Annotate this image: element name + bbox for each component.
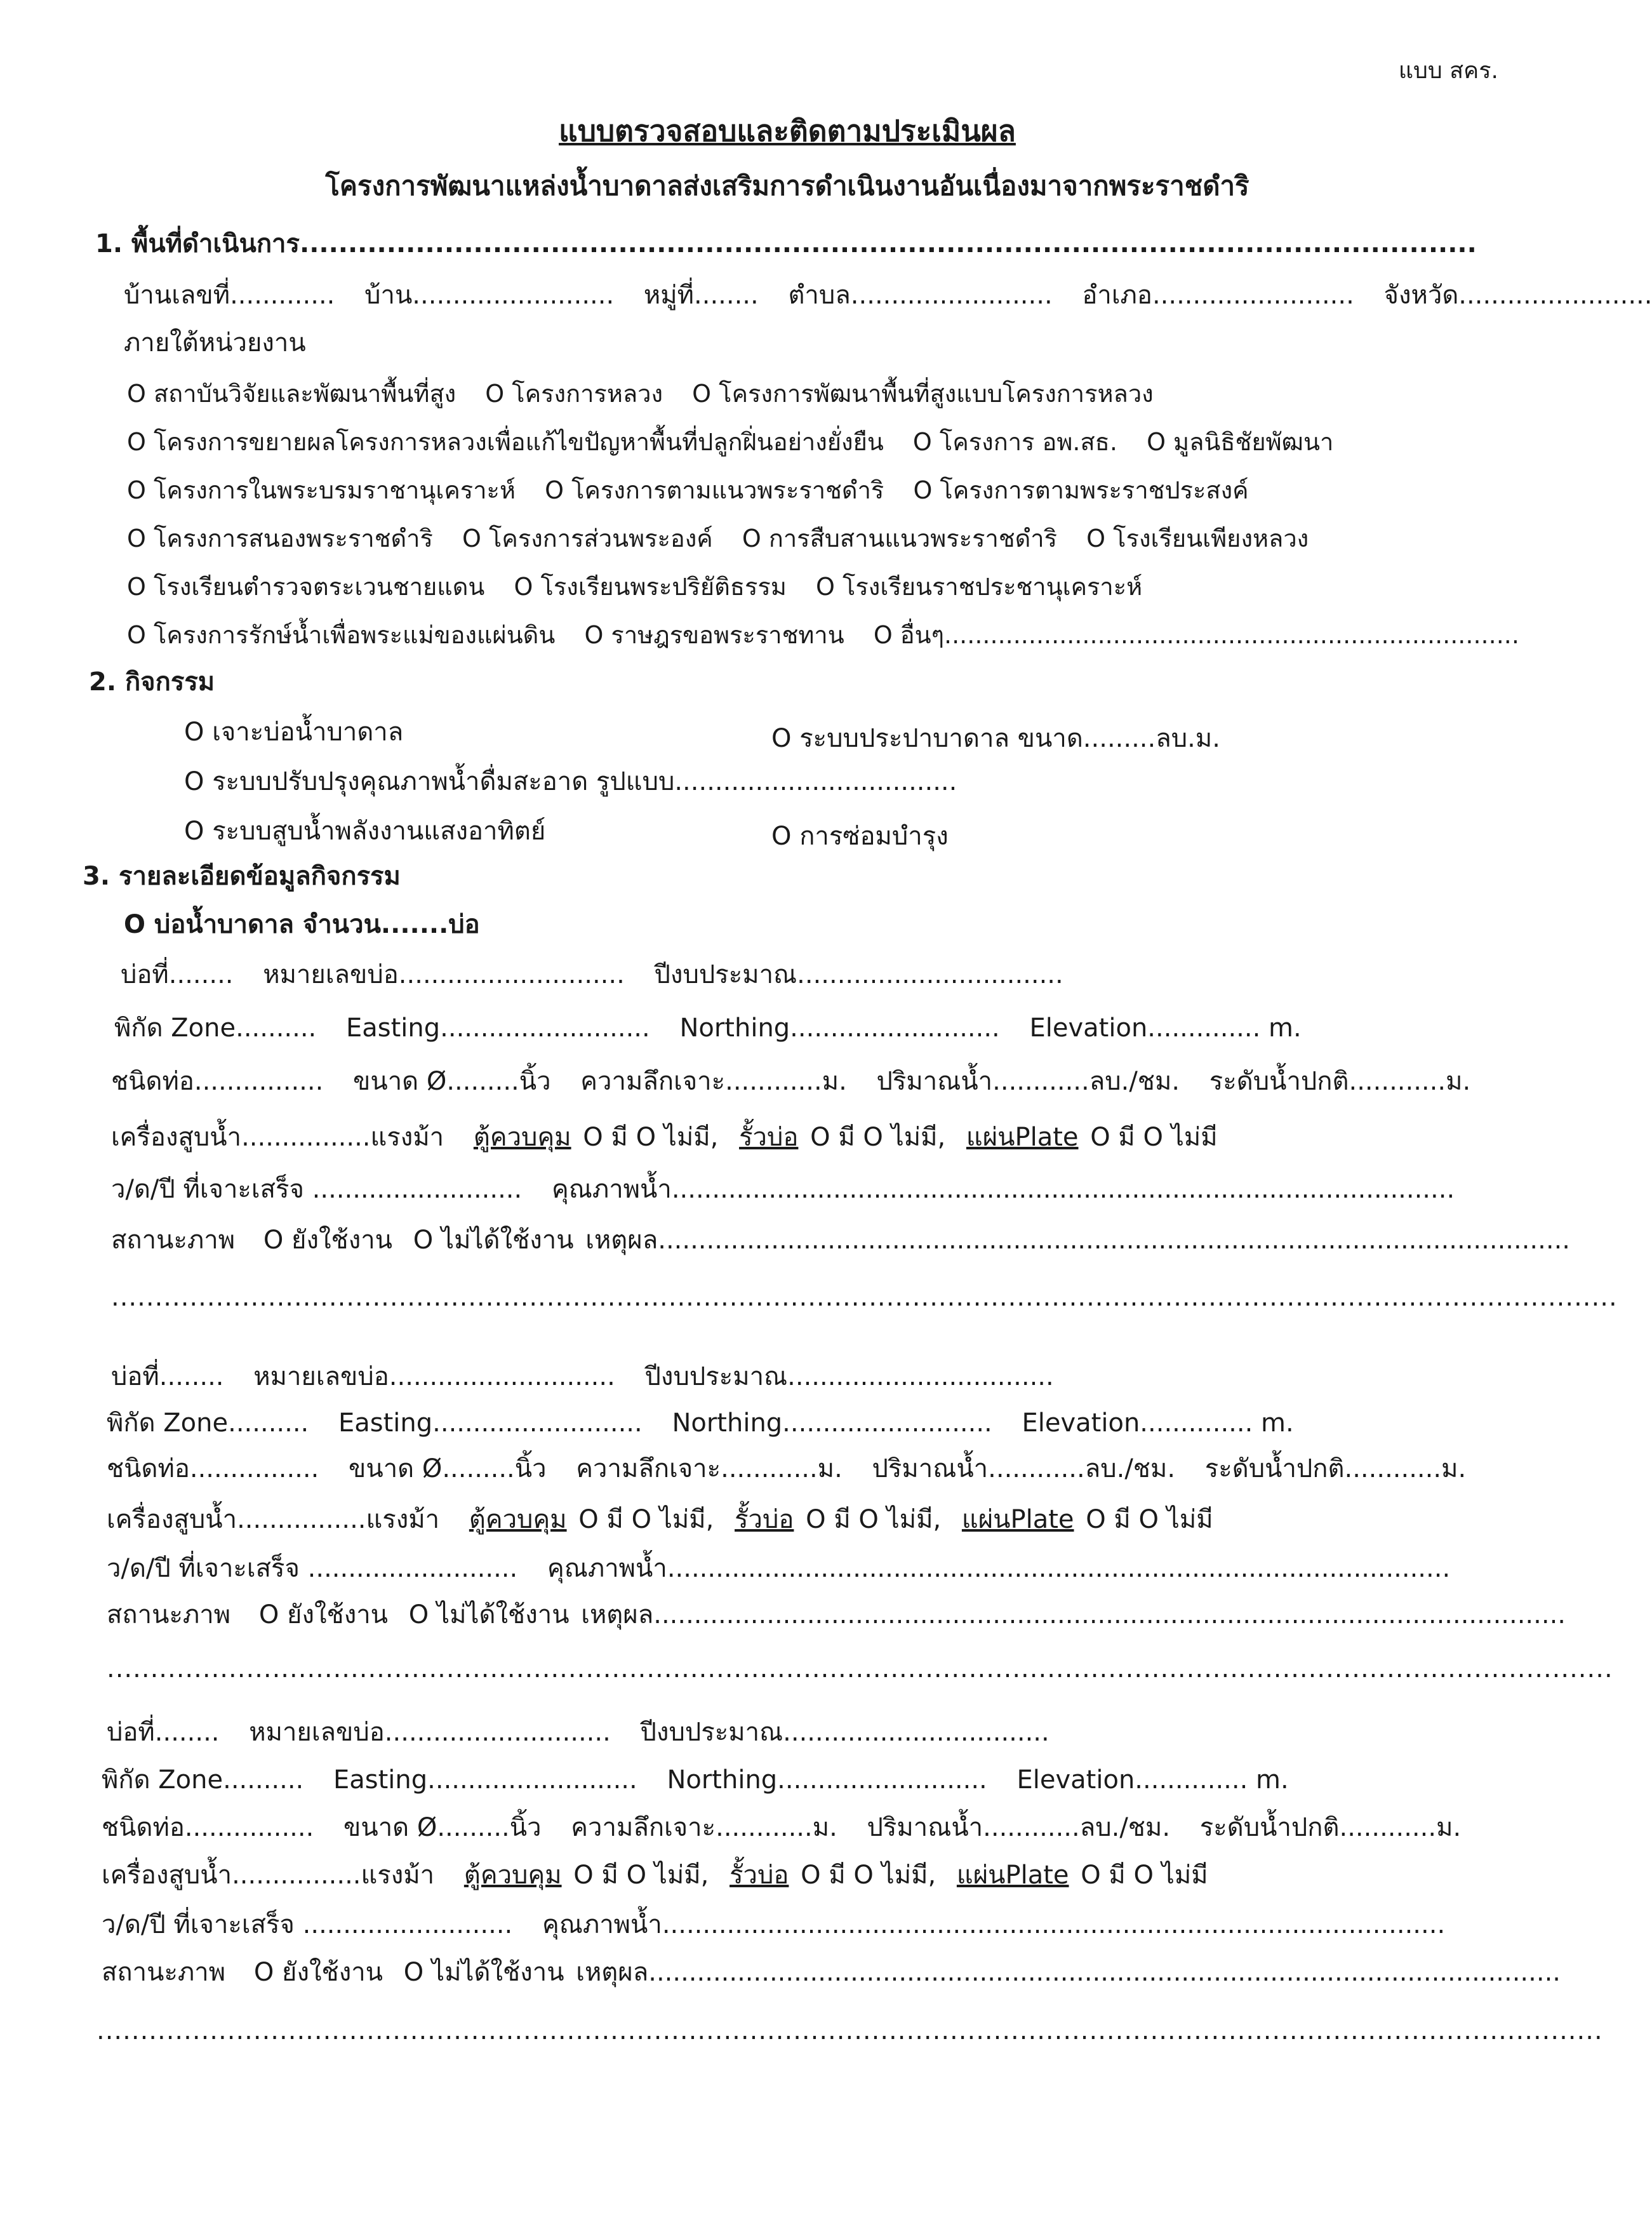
- pipe-size-field[interactable]: ขนาด Ø.........นิ้ว: [349, 1454, 547, 1483]
- well-row-specs: [107, 1451, 1466, 1487]
- well-fence-label: รั้วบ่อ: [735, 1505, 794, 1534]
- completion-date-field[interactable]: ว/ด/ปี ที่เจาะเสร็จ ..........................: [107, 1554, 518, 1583]
- well-row-specs: [111, 1064, 1470, 1099]
- agency-option[interactable]: O โครงการขยายผลโครงการหลวงเพื่อแก้ไขปัญหาพื้นที่ปลูกฝิ่นอย่างยั่งยืน: [127, 428, 884, 456]
- completion-date-field[interactable]: ว/ด/ปี ที่เจาะเสร็จ ..........................: [102, 1910, 513, 1939]
- completion-date-field[interactable]: ว/ด/ปี ที่เจาะเสร็จ ..........................: [111, 1175, 523, 1204]
- agency-option[interactable]: O โครงการตามแนวพระราชดำริ: [545, 476, 884, 504]
- status-in-use-radio[interactable]: O ยังใช้งาน: [258, 1600, 389, 1629]
- easting-field[interactable]: Easting..........................: [345, 1013, 650, 1043]
- well-row-coordinates: [107, 1405, 1294, 1441]
- section2-heading: 2. กิจกรรม: [89, 667, 215, 697]
- drill-depth-field[interactable]: ความลึกเจาะ............ม.: [571, 1813, 837, 1842]
- well-fence-radio[interactable]: O มี O ไม่มี,: [806, 1505, 942, 1534]
- well-number-field[interactable]: บ่อที่........: [121, 960, 234, 989]
- reason-field[interactable]: เหตุผล.................................................................................................................: [576, 1958, 1561, 1987]
- agency-option[interactable]: O โครงการตามพระราชประสงค์: [913, 476, 1249, 504]
- activity-pipe-option[interactable]: O ระบบประปาบาดาล ขนาด.........ลบ.ม.: [771, 724, 1220, 753]
- well-code-field[interactable]: หมายเลขบ่อ............................: [253, 1362, 615, 1391]
- moo-field[interactable]: หมู่ที่........: [643, 281, 759, 310]
- reason-field[interactable]: เหตุผล.................................................................................................................: [581, 1600, 1566, 1629]
- reason-field[interactable]: เหตุผล.................................................................................................................: [585, 1226, 1571, 1255]
- plate-radio[interactable]: O มี O ไม่มี: [1090, 1123, 1218, 1152]
- form-title: แบบตรวจสอบและติดตามประเมินผล: [559, 114, 1016, 148]
- well-row-id: [121, 957, 1063, 993]
- well-code-field[interactable]: หมายเลขบ่อ............................: [249, 1718, 611, 1747]
- pipe-type-field[interactable]: ชนิดท่อ................: [111, 1067, 324, 1096]
- agency-row: [127, 424, 1333, 460]
- zone-field[interactable]: พิกัด Zone..........: [102, 1765, 304, 1795]
- control-box-radio[interactable]: O มี O ไม่มี,: [578, 1505, 714, 1534]
- plate-label: แผ่นPlate: [961, 1505, 1074, 1534]
- northing-field[interactable]: Northing..........................: [679, 1013, 1000, 1043]
- well-number-field[interactable]: บ่อที่........: [107, 1718, 220, 1747]
- status-label: สถานะภาพ: [107, 1600, 231, 1629]
- agency-option[interactable]: O โครงการรักษ์น้ำเพื่อพระแม่ของแผ่นดิน: [127, 621, 556, 649]
- control-box-radio[interactable]: O มี O ไม่มี,: [573, 1861, 709, 1890]
- section1-heading: 1. พื้นที่ดำเนินการ..........................................................................................................................: [95, 229, 1477, 258]
- pump-hp-field[interactable]: เครื่องสูบน้ำ................แรงม้า: [107, 1505, 440, 1534]
- static-water-level-field[interactable]: ระดับน้ำปกติ............ม.: [1199, 1813, 1462, 1842]
- agency-option[interactable]: O โรงเรียนตำรวจตระเวนชายแดน: [127, 573, 485, 601]
- status-not-in-use-radio[interactable]: O ไม่ได้ใช้งาน: [408, 1600, 570, 1629]
- well-row-equipment: [102, 1857, 1208, 1893]
- activity-purify-option[interactable]: O ระบบปรับปรุงคุณภาพน้ำดื่มสะอาด รูปแบบ...................................: [184, 767, 957, 796]
- subdistrict-field[interactable]: ตำบล.........................: [788, 281, 1053, 310]
- activity-drill-option[interactable]: O เจาะบ่อน้ำบาดาล: [184, 718, 404, 747]
- plate-radio[interactable]: O มี O ไม่มี: [1081, 1861, 1208, 1890]
- status-label: สถานะภาพ: [102, 1958, 226, 1987]
- well-row-coordinates: [114, 1010, 1302, 1046]
- zone-field[interactable]: พิกัด Zone..........: [114, 1013, 317, 1043]
- northing-field[interactable]: Northing..........................: [667, 1765, 987, 1795]
- agency-row: [127, 617, 1519, 653]
- well-row-status: [107, 1597, 1566, 1633]
- water-quality-field[interactable]: คุณภาพน้ำ.................................................................................................: [542, 1910, 1446, 1939]
- status-label: สถานะภาพ: [111, 1226, 236, 1255]
- status-not-in-use-radio[interactable]: O ไม่ได้ใช้งาน: [413, 1226, 574, 1255]
- well-fence-label: รั้วบ่อ: [729, 1861, 789, 1890]
- agency-option[interactable]: O ราษฎรขอพระราชทาน: [584, 621, 844, 649]
- drill-depth-field[interactable]: ความลึกเจาะ............ม.: [576, 1454, 843, 1483]
- well-code-field[interactable]: หมายเลขบ่อ............................: [263, 960, 625, 989]
- water-quality-field[interactable]: คุณภาพน้ำ.................................................................................................: [547, 1554, 1451, 1583]
- well-fence-radio[interactable]: O มี O ไม่มี,: [810, 1123, 946, 1152]
- agency-option[interactable]: O โครงการพัฒนาพื้นที่สูงแบบโครงการหลวง: [692, 380, 1154, 408]
- well-number-field[interactable]: บ่อที่........: [111, 1362, 224, 1391]
- agency-option[interactable]: O โรงเรียนพระปริยัติธรรม: [514, 573, 787, 601]
- water-yield-field[interactable]: ปริมาณน้ำ............ลบ./ชม.: [876, 1067, 1180, 1096]
- well-row-equipment: [111, 1120, 1218, 1155]
- water-quality-field[interactable]: คุณภาพน้ำ.................................................................................................: [551, 1175, 1455, 1204]
- well-row-status: [111, 1222, 1570, 1258]
- activity-solar-option[interactable]: O ระบบสูบน้ำพลังงานแสงอาทิตย์: [184, 817, 546, 846]
- village-field[interactable]: บ้าน.........................: [364, 281, 615, 310]
- well-row-id: [107, 1715, 1049, 1750]
- static-water-level-field[interactable]: ระดับน้ำปกติ............ม.: [1209, 1067, 1471, 1096]
- agency-option[interactable]: O โครงการ อพ.สธ.: [912, 428, 1117, 456]
- agency-option[interactable]: O โครงการหลวง: [485, 380, 663, 408]
- zone-field[interactable]: พิกัด Zone..........: [107, 1408, 309, 1438]
- agency-option[interactable]: O โครงการในพระบรมราชานุเคราะห์: [127, 476, 516, 504]
- status-in-use-radio[interactable]: O ยังใช้งาน: [263, 1226, 393, 1255]
- plate-label: แผ่นPlate: [966, 1123, 1079, 1152]
- notes-line[interactable]: .............................................................................................................................................................................: [97, 2016, 1603, 2045]
- activity-repair-option[interactable]: O การซ่อมบำรุง: [771, 822, 949, 851]
- well-row-completion: [107, 1551, 1450, 1586]
- agency-option[interactable]: O โครงการสนองพระราชดำริ: [127, 525, 433, 552]
- well-row-completion: [111, 1172, 1455, 1207]
- province-field[interactable]: จังหวัด........................: [1383, 281, 1652, 310]
- agency-option[interactable]: O โรงเรียนราชประชานุเคราะห์: [816, 573, 1143, 601]
- well-row-status: [102, 1955, 1561, 1990]
- static-water-level-field[interactable]: ระดับน้ำปกติ............ม.: [1204, 1454, 1467, 1483]
- pipe-type-field[interactable]: ชนิดท่อ................: [102, 1813, 314, 1842]
- house-number-field[interactable]: บ้านเลขที่.............: [124, 281, 335, 310]
- well-row-specs: [102, 1810, 1461, 1845]
- agency-option[interactable]: O มูลนิธิชัยพัฒนา: [1147, 428, 1334, 456]
- status-in-use-radio[interactable]: O ยังใช้งาน: [253, 1958, 383, 1987]
- well-row-completion: [102, 1907, 1445, 1943]
- water-yield-field[interactable]: ปริมาณน้ำ............ลบ./ชม.: [867, 1813, 1171, 1842]
- form-code: แบบ สคร.: [1398, 58, 1498, 84]
- well-fence-radio[interactable]: O มี O ไม่มี,: [801, 1861, 936, 1890]
- water-yield-field[interactable]: ปริมาณน้ำ............ลบ./ชม.: [872, 1454, 1176, 1483]
- section3-heading: 3. รายละเอียดข้อมูลกิจกรรม: [83, 862, 401, 891]
- wells-count-field[interactable]: O บ่อน้ำบาดาล จำนวน.......บ่อ: [124, 910, 480, 939]
- pipe-size-field[interactable]: ขนาด Ø.........นิ้ว: [343, 1813, 542, 1842]
- control-box-radio[interactable]: O มี O ไม่มี,: [583, 1123, 719, 1152]
- elevation-field[interactable]: Elevation.............. m.: [1022, 1408, 1294, 1438]
- agency-row: [127, 569, 1142, 605]
- agency-option[interactable]: O โรงเรียนเพียงหลวง: [1086, 525, 1309, 552]
- pipe-type-field[interactable]: ชนิดท่อ................: [107, 1454, 319, 1483]
- well-fence-label: รั้วบ่อ: [739, 1123, 799, 1152]
- agency-option-other[interactable]: O อื่นๆ...........................................................................: [873, 621, 1519, 649]
- plate-radio[interactable]: O มี O ไม่มี: [1086, 1505, 1213, 1534]
- northing-field[interactable]: Northing..........................: [672, 1408, 992, 1438]
- drill-depth-field[interactable]: ความลึกเจาะ............ม.: [580, 1067, 847, 1096]
- easting-field[interactable]: Easting..........................: [338, 1408, 643, 1438]
- agency-label: ภายใต้หน่วยงาน: [124, 328, 306, 358]
- agency-option[interactable]: O โครงการส่วนพระองค์: [462, 525, 713, 552]
- easting-field[interactable]: Easting..........................: [333, 1765, 637, 1795]
- notes-line[interactable]: .............................................................................................................................................................................: [111, 1283, 1618, 1312]
- well-row-coordinates: [102, 1762, 1289, 1798]
- agency-row: [127, 376, 1154, 411]
- district-field[interactable]: อำเภอ.........................: [1082, 281, 1354, 310]
- budget-year-field[interactable]: ปีงบประมาณ.................................: [644, 1362, 1054, 1391]
- plate-label: แผ่นPlate: [956, 1861, 1069, 1890]
- pipe-size-field[interactable]: ขนาด Ø.........นิ้ว: [353, 1067, 551, 1096]
- address-row: [124, 278, 1652, 313]
- agency-option[interactable]: O สถาบันวิจัยและพัฒนาพื้นที่สูง: [127, 380, 456, 408]
- elevation-field[interactable]: Elevation.............. m.: [1029, 1013, 1302, 1043]
- control-box-label: ตู้ควบคุม: [473, 1123, 571, 1152]
- control-box-label: ตู้ควบคุม: [469, 1505, 567, 1534]
- form-subtitle: โครงการพัฒนาแหล่งน้ำบาดาลส่งเสริมการดำเนินงานอันเนื่องมาจากพระราชดำริ: [325, 170, 1249, 201]
- elevation-field[interactable]: Elevation.............. m.: [1016, 1765, 1289, 1795]
- notes-line[interactable]: .............................................................................................................................................................................: [107, 1654, 1613, 1683]
- well-row-equipment: [107, 1502, 1213, 1537]
- pump-hp-field[interactable]: เครื่องสูบน้ำ................แรงม้า: [111, 1123, 444, 1152]
- agency-option[interactable]: O การสืบสานแนวพระราชดำริ: [742, 525, 1058, 552]
- control-box-label: ตู้ควบคุม: [463, 1861, 562, 1890]
- budget-year-field[interactable]: ปีงบประมาณ.................................: [640, 1718, 1049, 1747]
- well-row-id: [111, 1359, 1054, 1394]
- agency-row: [127, 472, 1249, 508]
- status-not-in-use-radio[interactable]: O ไม่ได้ใช้งาน: [403, 1958, 564, 1987]
- pump-hp-field[interactable]: เครื่องสูบน้ำ................แรงม้า: [102, 1861, 435, 1890]
- budget-year-field[interactable]: ปีงบประมาณ.................................: [654, 960, 1063, 989]
- agency-row: [127, 521, 1309, 556]
